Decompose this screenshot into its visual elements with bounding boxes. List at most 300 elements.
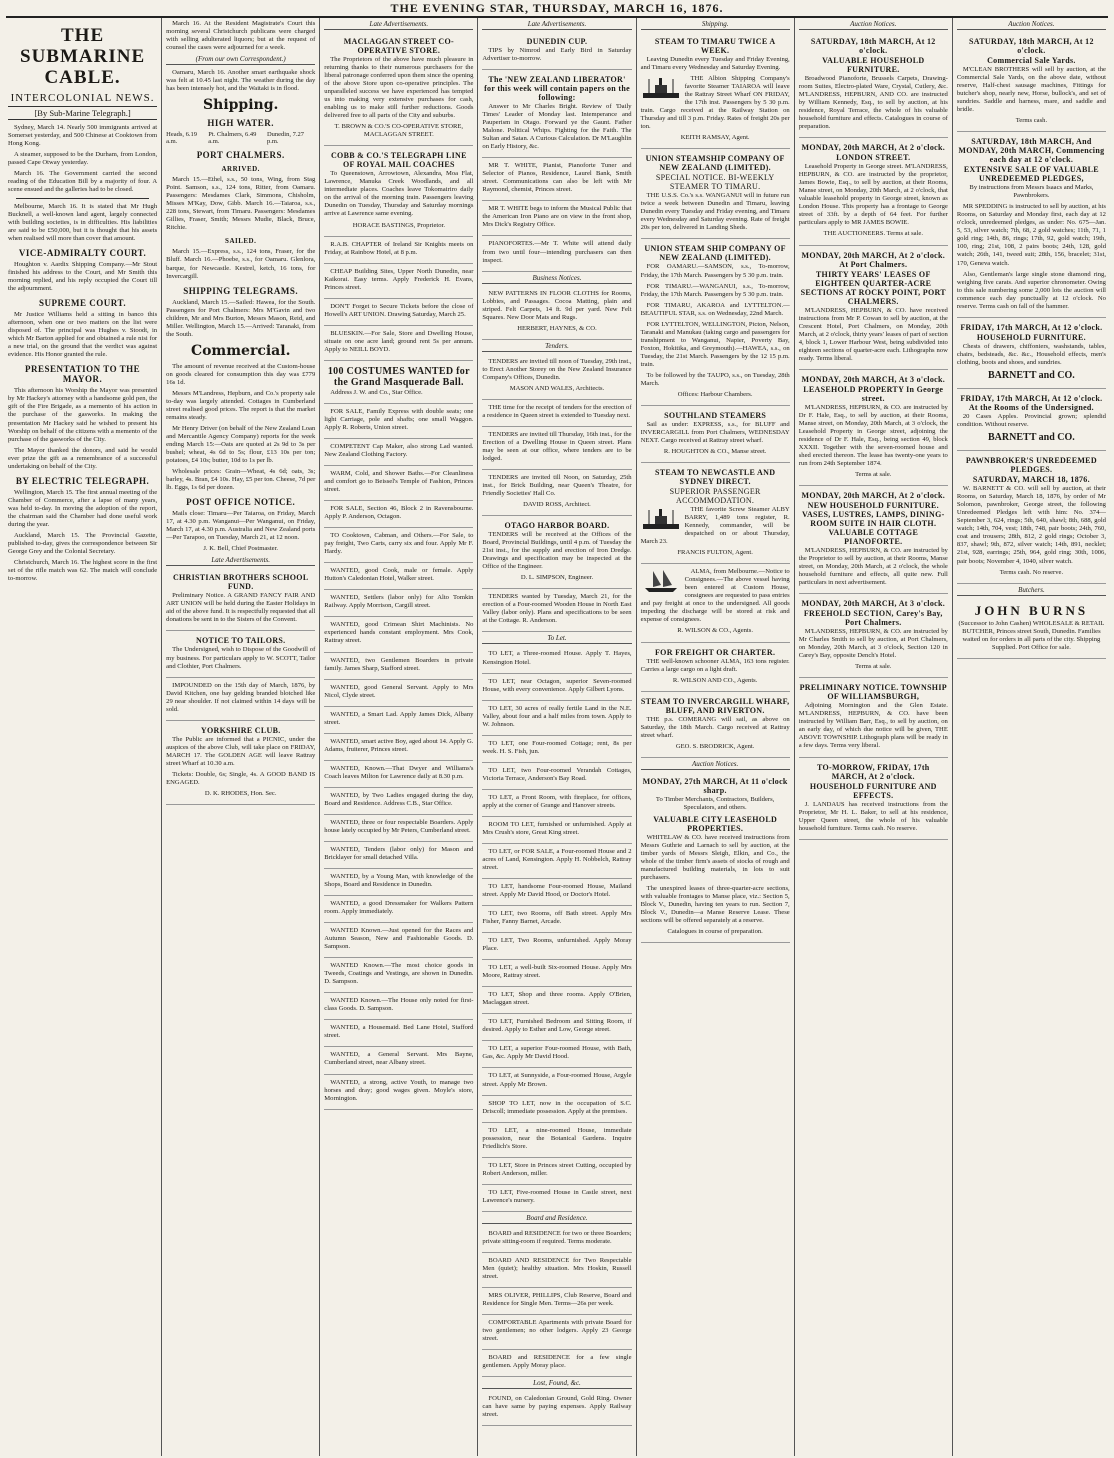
ad-date: MONDAY, 20th MARCH, At 3 o'clock. <box>801 374 946 384</box>
ad-text: WANTED, a General Servant. Mrs Bayne, Cumberland street, near Albany street. <box>324 1051 474 1067</box>
post-office-heading: POST OFFICE NOTICE. <box>186 497 296 508</box>
ad-text: COMPETENT Cap Maker, also strong Lad wanted. New Zealand Clothing Factory. <box>324 442 474 458</box>
ad-text: TO LET, Shop and three rooms. Apply O'Brien, Maclaggan street. <box>482 991 632 1007</box>
advertisement <box>482 1393 631 1426</box>
advertisement <box>641 566 790 642</box>
ad-text: Sail as under: EXPRESS, s.s., for BLUFF and INVERCARGILL from Port Chalmers, WEDNESDAY NEXT. Cargo received at Rattray street wharf. <box>640 420 790 444</box>
news-paragraph: Sydney, March 14. Nearly 500 immigrants arrived at Somerset yesterday, and 500 Chinese at Cooktown from Hong Kong. <box>8 123 158 147</box>
ad-text: Preliminary Notice. A GRAND FANCY FAIR AND ART UNION will be held during the Easter Holidays in aid of the above fund. It is respectfully requested that all donations be sent in to the Sisters of the Convent. <box>166 592 316 624</box>
advertisement <box>482 203 631 236</box>
ad-text: DON'T Forget to Secure Tickets before the close of Howell's ART UNION. Drawing Saturday, March 25. <box>324 302 474 318</box>
ad-text: TO Cooktown, Cabman, and Others.—For Sale, to pay freight, Two Carts, carry six and four. Apply Mr F. Hardy. <box>324 532 474 556</box>
ad-signature: Terms at sale. <box>855 663 892 671</box>
ad-text: WANTED, by a Young Man, with knowledge of the Shops, Board and Residence in Dunedin. <box>324 873 474 889</box>
ad-text: FOR SALE, Family Express with double seats; one light Carriage, pole and shafts; one small Waggon. Apply R. Roberts, Union street. <box>324 407 474 431</box>
ad-signature-text: BARNETT and CO. <box>988 369 1075 381</box>
ad-text: 20 Cases Apples. Provincial grown; splendid condition. Without reserve. <box>956 412 1106 428</box>
ad-text: WANTED, a Housemaid. Bed Lane Hotel, Stafford street. <box>324 1024 474 1040</box>
cable-title: THE SUBMARINE CABLE. <box>20 25 146 88</box>
advertisement <box>482 935 631 960</box>
ad-title: STEAM TO INVERCARGILL WHARF, BLUFF, AND RIVERTON. <box>640 696 790 715</box>
ad-title: JOHN BURNS <box>974 602 1089 618</box>
advertisement <box>324 790 473 815</box>
advertisement <box>482 703 631 736</box>
ad-text: The Undersigned, wish to Dispose of the Goodwill of my business. For particulars apply to W. SCOTT, Tailor and Clothier, Port Chalmers. <box>166 646 316 670</box>
advertisement <box>641 465 790 564</box>
ad-title: Commercial Sale Yards. <box>987 56 1076 65</box>
ad-subtitle: SUPERIOR PASSENGER ACCOMMODATION. <box>669 487 761 506</box>
advertisement <box>957 34 1106 132</box>
ad-text: TO LET, a Front Room, with fireplace, for offices, apply at the corner of Grange and Hanover streets. <box>482 793 632 809</box>
ad-text: TO LET, Two Rooms, unfurnished. Apply Moray Place. <box>482 937 632 953</box>
ad-date: MONDAY, 27th MARCH, At 11 o'clock sharp. <box>642 776 788 795</box>
ad-text: ROOM TO LET, furnished or unfurnished. Apply at Mrs Crush's store, Great King street. <box>482 820 632 836</box>
ad-text: Answer to Mr Charles Bright. Review of 'Daily Times' Leader of Monday last. Intemperance and Pauperism in Otago. Forward ye the Gaunt. Father Malone. Political Whips. Fighting for the Faith. The Sultan and Satan. A Curious Calculation. Dr M'Laughlin on Early History, &c. <box>482 103 632 151</box>
ad-text: To be followed by the TAUPO, s.s., on Tuesday, 28th March. <box>640 371 790 387</box>
ad-text: THE time for the receipt of tenders for the erection of a residence in Queen street is extended to Tuesday next. <box>482 403 632 419</box>
ad-title: UNION STEAMSHIP COMPANY OF NEW ZEALAND (LIMITED). <box>645 154 785 173</box>
ad-date: SATURDAY, MARCH 18, 1876. <box>972 475 1090 485</box>
ad-title: HOUSEHOLD FURNITURE. <box>976 332 1086 342</box>
advertisement <box>482 989 631 1014</box>
news-paragraph: A steamer, supposed to be the Durham, from London, passed Cape Otway yesterday. <box>8 150 158 166</box>
ad-date: SATURDAY, 18th MARCH, At 12 o'clock. <box>810 37 936 55</box>
ad-text: Adjoining Mornington and the Glen Estate. M'LANDRESS, HEPBURN, & CO. have been instructed by William Barr, Esq., to sell by auction, on an early day, of which due notice will be given, THE ABOVE TOWNSHIP. Lithograph plans will be ready in a few days. Terms very liberal. <box>798 702 948 750</box>
ad-text: TENDERS are invited till noon of Tuesday, 29th inst., to Erect Another Storey on the New Zealand Insurance Company's Offices, Dunedin. <box>482 357 632 381</box>
ad-date: SATURDAY, 18th MARCH, And MONDAY, 20th MARCH, Commencing each day at 12 o'clock. <box>958 137 1105 165</box>
tide-heads: Heads, 6.19 a.m. <box>166 131 198 146</box>
news-paragraph: Christchurch, March 16. The highest score in the first set of the rifle match was 62. The match will conclude to-morrow. <box>8 558 158 583</box>
ad-text: (Successor to John Cashen) WHOLESALE & RETAIL BUTCHER, Princes street South, Dunedin. Families waited on for orders in all parts of the city. Shipping Supplied. Port Office for sale. <box>958 619 1105 651</box>
advertisement <box>324 363 473 404</box>
ad-title: YORKSHIRE CLUB. <box>200 725 281 735</box>
ad-text: TO LET, two Rooms, off Bath street. Apply Mrs Fisher, Fanny Barnet, Arcade. <box>482 910 632 926</box>
advertisement <box>482 518 631 589</box>
advertisement <box>324 682 473 707</box>
news-paragraph: March 16. The Government carried the second reading of the Education Bill by a majority of four. A scene ensued and the galleries had to be closed. <box>8 169 158 193</box>
ad-text: The Proprietors of the above have much pleasure in returning thanks to their numerous purchasers for the liberal patronage conferred upon them since the opening of the above Store upon co-operative principles. The unparalleled success we have experienced has tempted us into making very extensive purchases for cash, enabling us to make still further reductions. Goods delivered free to all parts of the City and suburbs. <box>324 56 474 120</box>
advertisement <box>482 160 631 201</box>
column-5 <box>637 18 795 1456</box>
ad-text: TO LET, two Four-roomed Verandah Cottages, Victoria Terrace, Anderson's Bay Road. <box>482 766 632 782</box>
advertisement <box>482 1352 631 1377</box>
ad-signature: Terms cash. No reserve. <box>999 568 1064 576</box>
ad-text: CHEAP Building Sites, Upper North Dunedin, near Kaikorai. Easy terms. Apply Frederick H. Evans, Princes street. <box>324 267 474 291</box>
ad-text: R.A.B. CHAPTER of Ireland Sir Knights meets on Friday, at Rainbow Hotel, at 8 p.m. <box>324 240 474 256</box>
sailing-ship-icon <box>641 568 681 594</box>
ad-text: WANTED, Settlers (labor only) for Alto Tomkin Railway. Apply Morrison, Cargill street. <box>324 594 474 610</box>
ad-text: Tickets: Double, 6s; Single, 4s. A GOOD BAND IS ENGAGED. <box>166 770 316 786</box>
ad-text: TO LET, a nine-roomed House, immediate possession, near the Botanical Gardens. Inquire Friedlich's Store. <box>482 1126 632 1150</box>
advertisement <box>799 680 948 757</box>
advertisement <box>957 134 1106 317</box>
ad-date: MONDAY, 20th MARCH, At 3 o'clock. <box>801 599 946 609</box>
ad-title: PAWNBROKER'S UNREDEEMED PLEDGES. <box>965 456 1097 475</box>
ad-text: MR SPEDDING is instructed to sell by auction, at his Rooms, on Saturday and Monday first, each day at 12 o'clock, unredeemed pledges, as under: No. 675—Jan. 5, 53, silver watch; 7th, 68, 2 gold watches; 11th, 71, 1 gold ring; 14th, 86, rings; 17th, 92, gold watch; 19th, 100, ring; 21st, 108, 2 pairs boots; 24th, 128, gold watch; 26th, 141, tweed suit; 28th, 156, bracelet; 31st, 170, Geneva watch. <box>956 203 1106 267</box>
ad-text: TO LET, 30 acres of really fertile Land in the N.E. Valley, about four and a half miles from town. Apply to W. Johnson. <box>482 704 632 728</box>
advertisement <box>799 760 948 840</box>
news-paragraph: Houghton v. Aardix Shipping Company.—Mr Stout finished his address to the Court, and Mr Smith this morning replied, and his reply occupied the Court till the adjournment. <box>8 261 158 293</box>
electric-telegraph-heading: BY ELECTRIC TELEGRAPH. <box>15 475 150 486</box>
ad-signature: DAVID ROSS, Architect. <box>523 501 591 509</box>
ad-text: Chests of drawers, chiffoniers, washstands, tables, chairs, bedsteads, &c. &c., Household effects, men's clothing, boots and shoes, and sundries. <box>956 342 1106 366</box>
steamship-icon <box>641 506 681 532</box>
shipping-paragraph: Auckland, March 15.—Sailed: Hawea, for the South. Passengers for Port Chalmers: Mrs M'Gavin and two children, Mr and Mrs Burton, Messrs Mason, Reid, and Miller. Wellington, March 15.—Arrived: Taranaki, from the South. <box>166 298 316 338</box>
advertisement <box>641 774 790 943</box>
ad-text: To Timber Merchants, Contractors, Builders, Speculators, and others. <box>655 795 775 811</box>
news-paragraph: March 16. At the Resident Magistrate's Court this morning several Christchurch publicans were charged with selling adulterated liquors; but at the request of counsel the cases were adjourned for a week. <box>166 20 316 52</box>
advertisement <box>482 1125 631 1158</box>
to-let-heading: To Let. <box>482 634 631 644</box>
advertisement <box>799 34 948 138</box>
ad-text: PIANOFORTES.—Mr T. White will attend daily from two until four—intending purchasers can then inspect. <box>482 240 632 264</box>
ad-text: MRS OLIVER, PHILLIPS, Club Reserve, Board and Residence for Single Men. Terms—26s per week. <box>482 1291 632 1307</box>
ad-text: FOR TIMARU, AKAROA and LYTTELTON.—BEAUTIFUL STAR, s.s. on Wednesday, 22nd March. <box>640 301 790 317</box>
ad-text: THE p.s. COMERANG will sail, as above on Saturday, the 18th March. Cargo received at Rattray street wharf. <box>640 715 790 739</box>
commercial-paragraph: Mr Henry Driver (on behalf of the New Zealand Loan and Mercantile Agency Company) reports for the week ending March 15:—Oats are quoted at 2s 9d to 3s per bushel; wheat, 4s 6d to 5s; flour, £13 10s per ton; potatoes, £4 10s; butter, 10d to 1s per lb. <box>166 424 316 465</box>
shipping-paragraph: March 15.—Ethel, s.s., 50 tons, Wing, from Stag Point. Samson, s.s., 124 tons, Ritter, from Oamaru. Passengers: Mesdames Clark, Simmons, Chisholm, Misses M'Kay, Dow, Gibb. March 16.—Taiaroa, s.s., 228 tons, Stewart, from Timaru. Passengers: Mesdames Gillies, Fraser, Smith; Messrs Mudie, Black, Bruce, Ritchie. <box>166 176 316 232</box>
advertisement <box>799 372 948 486</box>
ad-text: TO LET, one Four-roomed Cottage; rent, 8s per week. H. S. Fish, jun. <box>482 739 632 755</box>
advertisement <box>482 1070 631 1095</box>
ad-text: WANTED, a good Dressmaker for Walkers Pattern room. Apply immediately. <box>324 900 474 916</box>
news-paragraph: The Mayor thanked the donors, and said he would ever prize the gift as a remembrance of a successful undertaking on behalf of the City. <box>8 446 158 470</box>
ad-signature: FRANCIS FULTON, Agent. <box>677 549 753 557</box>
ad-text: TO LET, or FOR SALE, a Four-roomed House and 2 acres of Land, Kensington. Apply H. Nobbelch, Rattray street. <box>482 847 632 871</box>
news-paragraph: Melbourne, March 16. It is stated that Mr Hugh Bucknell, a well-known land agent, largely connected with building societies, is in difficulties. His liabilities are said to be £50,000, but it is thought that his assets when realised will more than cover that amount. <box>8 202 158 243</box>
advertisement <box>482 1255 631 1288</box>
ad-text: TO LET, at Sunnyside, a Four-roomed House, Argyle street. Apply Mr Brown. <box>482 1072 632 1088</box>
ad-title: CHRISTIAN BROTHERS SCHOOL FUND. <box>172 573 309 592</box>
advertisement <box>799 596 948 678</box>
ad-text: MR T. WHITE begs to inform the Musical Public that the American Iron Piano are on view in the front shop, Mrs Dick's Registry Office. <box>482 205 632 229</box>
ad-text: FOR OAMARU.—SAMSON, s.s., To-morrow, Friday, the 17th March. Passengers by 5 30 p.m. train. <box>640 263 790 279</box>
ad-text: BLUESKIN.—For Sale, Store and Dwelling House, situate on one acre land; ground rent 5s per annum. Apply to NEILL BOYD. <box>324 329 474 353</box>
ad-text: WANTED, by Two Ladies engaged during the day, Board and Residence. Address C.B., Star Office. <box>324 791 474 807</box>
ad-title: MACLAGGAN STREET CO-OPERATIVE STORE. <box>343 37 454 55</box>
advertisement <box>799 488 948 594</box>
advertisement <box>324 995 473 1020</box>
advertisement <box>957 391 1106 451</box>
advertisement <box>482 1160 631 1185</box>
ad-signature: D. K. RHODES, Hon. Sec. <box>204 789 277 797</box>
advertisement <box>324 530 473 563</box>
ad-title: LEASEHOLD PROPERTY In George street. <box>803 384 944 403</box>
ad-title: NEW HOUSEHOLD FURNITURE. VASES, LUSTRES, LAMPS, DINING-ROOM SUITE IN HAIR CLOTH. VALUABLE COTTAGE PIANOFORTE. <box>801 501 945 546</box>
ad-text: WANTED, a strong, active Youth, to manage two horses and dray; good wages given. Moyle's store, Mornington. <box>324 1078 474 1102</box>
ad-text: WANTED, Known.—That Dwyer and Williams's Coach leaves Milton for Lawrence daily at 8.30 p.m. <box>324 764 474 780</box>
business-notices-heading: Business Notices. <box>482 274 631 284</box>
ad-text: WANTED, good General Servant. Apply to Mrs Nicol, Clyde street. <box>324 683 474 699</box>
ad-text: WANTED, good Cook, male or female. Apply Hutton's Caledonian Hotel, Walker street. <box>324 567 474 583</box>
advertisement <box>324 898 473 923</box>
ad-date: TO-MORROW, FRIDAY, 17th MARCH, At 2 o'clock. <box>816 762 930 781</box>
advertisement <box>482 738 631 763</box>
ad-text: WANTED, smart active Boy, aged about 14. Apply G. Adams, fruiterer, Princes street. <box>324 737 474 753</box>
ad-title: FOR FREIGHT OR CHARTER. <box>655 647 776 657</box>
commercial-paragraph: Wholesale prices: Grain—Wheat, 4s 6d; oats, 3s; barley, 4s. Bran, £4 10s. Hay, £5 per ton. Cheese, 7d per lb. Eggs, 1s 6d per dozen. <box>166 468 316 492</box>
column-2 <box>162 18 320 1456</box>
advertisement <box>482 1290 631 1315</box>
ad-subtitle: SPECIAL NOTICE. BI-WEEKLY STEAMER TO TIMARU. <box>655 173 775 192</box>
arrived-heading: ARRIVED. <box>221 165 260 174</box>
ad-text: Leaving Dunedin every Tuesday and Friday Evening, and Timaru every Wednesday and Saturday Evening. <box>640 56 790 72</box>
advertisement <box>482 765 631 790</box>
ad-text: BOARD AND RESIDENCE for Two Respectable Men (quiet); healthy situation. Mrs Hoskin, Russell street. <box>482 1256 632 1280</box>
advertisement <box>482 648 631 673</box>
ad-text: MR T. WHITE, Pianist, Pianoforte Tuner and Selector of Pianos, Residence, Laurel Bank, Smith street. Communications can also be left with Mr Raymond, chemist, Princes street. <box>482 162 632 194</box>
ad-text: TO LET, Five-roomed House in Castle street, next Lawrence's nursery. <box>482 1188 632 1204</box>
advertisement <box>166 723 315 805</box>
advertisement <box>482 356 631 400</box>
ad-text: WARM, Cold, and Shower Baths.—For Cleanliness and comfort go to Beissel's Temple of Fashion, Princes street. <box>324 470 474 494</box>
masthead: THE EVENING STAR, THURSDAY, MARCH 16, 1876. <box>6 0 1108 18</box>
ad-text: TENDERS are invited till Noon, on Saturday, 25th inst., for Brick Building, near Queen's Theatre, for Friendly Societies' Hall Co. <box>482 474 632 498</box>
advertisement <box>641 645 790 692</box>
ad-text: BOARD and RESIDENCE for a few single gentlemen. Apply Moray place. <box>482 1354 632 1370</box>
ad-text: M'CLEAN BROTHERS will sell by auction, at the Commercial Sale Yards, on the above date, without reserve, Half-chest sausage machines, Fittings for butcher's shop, nearly new, Horse, bullock's, and set of sundries. Saddle and harness, mare, and saddle and bridle. <box>956 66 1106 114</box>
ad-text: WANTED Known.—The most choice goods in Tweeds, Coatings and Vestings, are shown in Dunedin. D. Sampson. <box>324 962 474 986</box>
column-1 <box>4 18 162 1456</box>
advertisement <box>799 140 948 245</box>
ad-date: MONDAY, 20th MARCH, At 2 o'clock. <box>801 143 946 153</box>
advertisement <box>324 503 473 528</box>
ad-signature: HORACE BASTINGS, Proprietor. <box>352 221 446 229</box>
ad-text: FOR TIMARU.—WANGANUI, s.s., To-morrow, Friday, the 17th March. Passengers by 5 30 p.m. train. <box>640 282 790 298</box>
ad-signature: THE AUCTIONEERS. Terms at sale. <box>823 230 923 238</box>
ad-text: WANTED, three or four respectable Boarders. Apply house lately occupied by Mr Peters, Cumberland street. <box>324 818 474 834</box>
shipping-heading: Shipping. <box>203 97 279 114</box>
advertisement <box>641 34 790 149</box>
ad-date: SATURDAY, 18th MARCH, At 12 o'clock. <box>969 37 1094 55</box>
shipping-paragraph: March 15.—Express, s.s., 124 tons, Fraser, for the Bluff. March 16.—Phoebe, s.s., for Oamaru. Glenlora, barque, for Newcastle. Kestrel, ketch, 16 tons, for Invercargill. <box>166 248 316 280</box>
advertisement <box>482 846 631 879</box>
ad-text: M'LANDRESS, HEPBURN, & CO. are instructed by Dr F. Hale, Esq., to sell by auction, at their Rooms, Manse street, on Monday, 20th March, at 3 o'clock, the Leasehold Property in George street, adjoining the residence of Dr F. Hale, Esq., being section 49, block XXXII. Together with the seven-roomed house and shed erected thereon. The lease has twenty-one years to run from 24th September 1874. <box>798 403 948 467</box>
ad-signature: Catalogues in course of preparation. <box>667 928 763 936</box>
ad-signature: MASON AND WALES, Architects. <box>509 384 605 392</box>
advertisement <box>324 817 473 842</box>
presentation-heading: PRESENTATION TO THE MAYOR. <box>24 364 141 385</box>
ad-text: WANTED, Tenders (labor only) for Mason and Bricklayer for small detached Villa. <box>324 845 474 861</box>
advertisement <box>324 328 473 361</box>
ad-text: TO LET, near Octagon, superior Seven-roomed House, with every convenience. Apply Gilbert Lyons. <box>482 677 632 693</box>
ad-title: THIRTY YEARS' LEASES OF EIGHTEEN QUARTER-ACRE SECTIONS AT ROCKY POINT, PORT CHALMERS. <box>800 269 946 306</box>
post-office-signature: J. K. Bell, Chief Postmaster. <box>203 545 279 553</box>
ad-text: M'LANDRESS, HEPBURN, & CO. are instructed by the Proprietor to sell by auction, at their Rooms, Manse street, on Monday, 20th March, at 2 o'clock, the whole household furniture and effects, all quite new. Full particulars in next advertisement. <box>798 547 948 587</box>
news-paragraph: Oamaru, March 16. Another smart earthquake shock was felt at 10.45 last night. The weather during the day has been intensely hot, and the Waitaki is in flood. <box>166 69 316 93</box>
ad-date: MONDAY, 20th MARCH, At 2 o'clock. At Port Chalmers. <box>801 250 946 269</box>
board-residence-heading: Board and Residence. <box>482 1214 631 1224</box>
ad-text: The Public are informed that a PICNIC, under the auspices of the above Club, will take place on FRIDAY, MARCH 17. The GOLDEN AGE will leave Rattray street Wharf at 10.30 a.m. <box>166 735 316 767</box>
advertisement <box>482 1187 631 1212</box>
ad-title: STEAM TO TIMARU TWICE A WEEK. <box>654 37 776 55</box>
advertisement <box>482 238 631 271</box>
ad-text: NEW PATTERNS IN FLOOR CLOTHS for Rooms, Lobbies, and Passages. Cocoa Matting, plain and striped. Felt Carpets, 14 ft. 9d per yard. New Felt Squares. New Door Mats and Rugs. <box>482 289 632 321</box>
advertisement <box>166 680 315 721</box>
ad-text: BOARD and RESIDENCE for two or three Boarders; private sitting-room if required. Terms moderate. <box>482 1229 632 1245</box>
news-paragraph: Auckland, March 15. The Provincial Gazette, published to-day, gives the correspondence between Sir George Grey and the Colonial Secretary. <box>8 531 158 555</box>
ad-title: NOTICE TO TAILORS. <box>195 636 286 646</box>
auction-notices-heading: Auction Notices. <box>641 760 790 770</box>
advertisement <box>641 408 790 463</box>
column-7 <box>953 18 1110 1456</box>
ad-signature: T. BROWN & CO.'S CO-OPERATIVE STORE, MACLAGGAN STREET. <box>334 123 464 139</box>
ad-text: WHITELAW & CO. have received instructions from Messrs Guthrie and Larnach to sell by auction, at the timber yards of Messrs Sleigh, Elkin, and Co., the whole of the timber firm's assets of stocks of rough and manufactured building materials, in lots to suit purchasers. <box>640 833 790 881</box>
advertisement <box>482 792 631 817</box>
correspondent-heading: (From our own Correspondent.) <box>166 55 315 65</box>
advertisement <box>324 441 473 466</box>
ad-date: MONDAY, 20th MARCH, At 2 o'clock. <box>801 491 946 500</box>
late-ads-heading: Late Advertisements. <box>482 20 631 30</box>
ad-text: FOR SALE, Section 46, Block 2 in Ravensbourne. Apply P. Anderson, Octagon. <box>324 505 474 521</box>
post-office-paragraph: Mails close: Timaru—Per Taiaroa, on Friday, March 17, at 4.30 p.m. Wanganui—Per Wanganui, on Friday, March 17, at 4.30 p.m. Australia and New Zealand ports—Per Tarapoo, on Tuesday, March 21, at 12 noon. <box>166 510 316 542</box>
ad-text: WANTED Known.—Just opened for the Races and Autumn Season, New and Fashionable Goods. D. Sampson. <box>324 927 474 951</box>
advertisement <box>482 1016 631 1041</box>
ad-title: 100 COSTUMES WANTED for the Grand Masquerade Ball. <box>327 365 470 388</box>
ad-text: TO LET, a Three-roomed House. Apply T. Hayes, Kensington Hotel. <box>482 650 632 666</box>
ad-text: WANTED, a Smart Lad. Apply James Dick, Albany street. <box>324 710 474 726</box>
commercial-heading: Commercial. <box>190 342 291 359</box>
advertisement <box>641 151 790 239</box>
ad-text: SHOP TO LET, now in the occupation of S.C. Driscoll; immediate possession. Apply at the premises. <box>482 1099 632 1115</box>
advertisement <box>324 619 473 652</box>
ad-title: OTAGO HARBOR BOARD. <box>504 521 610 531</box>
ad-title: COBB & CO.'S TELEGRAPH LINE OF ROYAL MAIL COACHES <box>330 151 467 170</box>
ad-text: TO LET, handsome Four-roomed House, Mailand street. Apply Mr David Hood, or Doctor's Hotel. <box>482 883 632 899</box>
ad-signature: GEO. S. BRODRICK, Agent. <box>675 742 755 750</box>
tenders-heading: Tenders. <box>482 342 631 352</box>
ad-title: STEAM TO NEWCASTLE AND SYDNEY DIRECT. <box>654 468 776 487</box>
advertisement <box>799 248 948 370</box>
divider <box>16 198 149 199</box>
ad-signature: Terms at sale. <box>855 470 892 478</box>
advertisement <box>482 962 631 987</box>
advertisement <box>166 570 315 631</box>
ad-title: PRELIMINARY NOTICE. TOWNSHIP OF WILLIAMSBURGH, <box>799 683 947 702</box>
advertisement <box>324 925 473 958</box>
ad-text: WANTED, good Crimean Shirt Machinists. No experienced hands constant employment. Mrs Cook, Rattray street. <box>324 621 474 645</box>
intercolonial-subtitle: INTERCOLONIAL NEWS. <box>10 91 155 104</box>
shipping-telegrams-heading: SHIPPING TELEGRAMS. <box>183 285 299 296</box>
advertisement <box>482 72 631 158</box>
auction-notices-heading: Auction Notices. <box>957 20 1106 30</box>
supreme-court-heading: SUPREME COURT. <box>39 298 127 309</box>
telegraph-bracket: [By Sub-Marine Telegraph.] <box>8 106 157 120</box>
advertisement <box>482 1228 631 1253</box>
ad-title: LONDON STREET. <box>836 153 911 163</box>
tide-table <box>166 131 315 145</box>
ad-text: IMPOUNDED on the 15th day of March, 1876, by David Kitchen, one bay gelding branded blotched like 29 near shoulder. If not claimed within 14 days will be sold. <box>166 681 316 713</box>
ad-text: To Queenstown, Arrowtown, Alexandra, Moa Flat, Lawrence, Manuka Creek Woodlands, and all intermediate places. Coaches leave Tokomairiro daily on the arrival of the morning train. Passengers leaving Dunedin on Tuesday, Thursday and Saturday mornings arrive at Lawrence same evening. <box>324 170 474 218</box>
late-ads-heading: Late Advertisements. <box>166 556 315 566</box>
advertisement <box>641 694 790 758</box>
news-paragraph: Mr Justice Williams held a sitting in banco this afternoon, when one or two matters on the list were disposed of. The principal was Hughes v. Stoodt, in which Mr Barton applied for and obtained a rule nisi for a new trial, on the ground that the verdict was against evidence. His Honor granted the rule. <box>8 311 158 359</box>
ad-text: TO LET, a superior Four-roomed House, with Bath, Gas, &c. Apply Mr David Hood. <box>482 1045 632 1061</box>
advertisement <box>482 34 631 70</box>
ad-text: WANTED Known.—The House only noted for first-class Goods. D. Sampson. <box>324 997 474 1013</box>
advertisement <box>641 241 790 405</box>
advertisement <box>482 288 631 340</box>
newspaper-columns <box>4 18 1110 1456</box>
shipping-ads-heading: Shipping. <box>641 20 790 30</box>
ad-signature <box>957 370 1106 382</box>
advertisement <box>482 881 631 906</box>
column-4 <box>478 18 636 1456</box>
ad-text: TO LET, Furnished Bedroom and Sitting Room, if desired. Apply to Esther and Low, George street. <box>482 1018 632 1034</box>
high-water-heading: HIGH WATER. <box>207 118 275 129</box>
ad-text: THE well-known schooner ALMA, 163 tons register. Carries a large cargo on a light draft. <box>640 657 790 673</box>
late-ads-heading: Late Advertisements. <box>324 20 473 30</box>
advertisement <box>324 871 473 896</box>
advertisement <box>324 1049 473 1074</box>
ad-signature: Terms cash. <box>1015 117 1048 125</box>
advertisement <box>324 406 473 439</box>
ad-text: TENDERS will be received at the Offices of the Board, Provincial Buildings, until 4 p.m. of Tuesday the 21st inst., for the supply and erection of Iron Dredge. Drawings and specification may be inspected at the Office of the Engineer. <box>482 531 632 571</box>
ad-text: TO LET, Store in Princes street Cutting, occupied by Robert Anderson, miller. <box>482 1161 632 1177</box>
advertisement <box>324 709 473 734</box>
ad-text: Address J. W. and Co., Star Office. <box>330 388 423 396</box>
advertisement <box>324 1077 473 1110</box>
ad-title: UNION STEAM SHIP COMPANY OF NEW ZEALAND (LIMITED). <box>644 244 786 263</box>
commercial-paragraph: The amount of revenue received at the Custom-house on goods cleared for consumption this day was £779 16s 1d. <box>166 362 316 386</box>
ad-title: VALUABLE CITY LEASEHOLD PROPERTIES. <box>653 814 778 833</box>
advertisement <box>324 1022 473 1047</box>
ad-signature: HERBERT, HAYNES, & CO. <box>517 324 597 332</box>
advertisement <box>324 592 473 617</box>
ad-text: Also, Gentleman's large single stone diamond ring, weighing five carats. And superior chronometer. Owing to this sale numbering some 2,000 lots the auction will commence each day punctually at 12 o'clock. No reserve. Terms cash on fall of the hammer. <box>956 270 1106 310</box>
auction-notices-heading: Auction Notices. <box>799 20 948 30</box>
ad-text: W. BARNETT & CO. will sell by auction, at their Rooms, on Saturday, March 18, 1876, by order of Mr Solomon, pawnbroker, George street, the following Unredeemed Pledges left with him: No. 374—September 3, 624, rings; 5th, 640, shawl; 8th, 688, gold watch; 14th, 704, vest; 18th, 748, pair boots; 24th, 760, coat and trousers; 28th, 812, 2 gold rings; October 3, 837, shawl; 9th, 872, silver watch; 14th, 891, necklet; 21st, 928, earrings; 25th, 964, gold ring; 30th, 1006, pair boots; November 4, 1040, silver watch. <box>956 485 1106 565</box>
advertisement <box>482 472 631 516</box>
ad-title: FREEHOLD SECTION, Carey's Bay, Port Chalmers. <box>803 609 943 628</box>
ad-text: WANTED, two Gentlemen Boarders in private family. James Sharp, Stafford street. <box>324 656 474 672</box>
lost-found-heading: Lost, Found, &c. <box>482 1379 631 1389</box>
commercial-paragraph: Messrs M'Landress, Hepburn, and Co.'s property sale to-day was largely attended. Cottages in Cumberland street realised good prices. The report is that the market remains steady. <box>166 389 316 421</box>
advertisement <box>324 844 473 869</box>
tide-port-chalmers: Pt. Chalmers, 6.49 a.m. <box>208 131 257 146</box>
ad-text: FOR LYTTELTON, WELLINGTON, Picton, Nelson, Taranaki and Manukau (taking cargo and passengers for transhipment to Wanganui, Napier, Poverty Bay, Foxton, Hokitika, and Greymouth).—HAWEA, s.s., on Tuesday, the 21st March. Passengers by the 12 15 p.m. train. <box>640 320 790 368</box>
ad-date: FRIDAY, 17th MARCH, At 12 o'clock. <box>960 322 1103 332</box>
ad-signature-text: BARNETT and CO. <box>988 432 1075 444</box>
advertisement <box>324 239 473 264</box>
advertisement <box>482 908 631 933</box>
column-6 <box>795 18 953 1456</box>
ad-text: By instructions from Messrs Isaacs and Marks, Pawnbrokers. <box>969 184 1094 200</box>
advertisement <box>324 736 473 761</box>
advertisement <box>166 633 315 677</box>
advertisement <box>957 320 1106 389</box>
port-chalmers-heading: PORT CHALMERS. <box>196 150 285 161</box>
advertisement <box>324 266 473 299</box>
advertisement <box>324 148 473 236</box>
vice-admiralty-heading: VICE-ADMIRALTY COURT. <box>18 248 147 259</box>
ad-text: ALMA, from Melbourne.—Notice to Consignees.—The above vessel having been entered at Custom House, consignees are requested to pass entries and pay freight at once to the undersigned. All goods impeding the discharge will be stored at risk and expense of consignees. <box>640 568 790 624</box>
ad-text: TO LET, a well-built Six-roomed House. Apply Mrs Moore, Rattray street. <box>482 964 632 980</box>
ad-title: The 'NEW ZEALAND LIBERATOR' for this week will contain papers on the following: <box>484 75 630 103</box>
column-3 <box>320 18 478 1456</box>
ad-text: J. LANDAUS has received instructions from the Proprietor, Mr H. L. Baker, to sell at his residence, Upper Queen street, the whole of his valuable household furniture. Terms cash. No reserve. <box>798 800 948 832</box>
ad-signature: Offices: Harbour Chambers. <box>677 390 753 398</box>
ad-text: M'LANDRESS, HEPBURN, & CO. are instructed by Mr Charles Smith to sell by auction, at Port Chalmers, on Monday, 20th March, at 3 o'clock, Section 120 in Carey's Bay, opposite Dench's Hotel. <box>798 628 948 660</box>
news-paragraph: Wellington, March 15. The first annual meeting of the Chamber of Commerce, after a lapse of many years, was held to-day. In moving the adoption of the report, the chairman said the Chamber had done useful work during the year. <box>8 488 158 528</box>
advertisement <box>324 468 473 501</box>
advertisement <box>482 1317 631 1350</box>
ad-text: Leasehold Property in George street. M'LANDRESS, HEPBURN, & CO. are instructed by the proprietor, James Bowie, Esq., to sell by auction, at their Rooms, Manse street, on Monday, 20th March, at 2 o'clock, that valuable leasehold property in George street, known as London House. This property has a frontage to George street of 33ft. by a depth of 64 feet. For further particulars apply to MR JAMES BOWIE. <box>798 163 948 227</box>
ad-title: SOUTHLAND STEAMERS <box>664 410 767 420</box>
advertisement <box>482 676 631 701</box>
ad-signature: D. L. SIMPSON, Engineer. <box>520 574 594 582</box>
ad-title: EXTENSIVE SALE OF VALUABLE UNREDEEMED PLEDGES, <box>963 165 1099 184</box>
